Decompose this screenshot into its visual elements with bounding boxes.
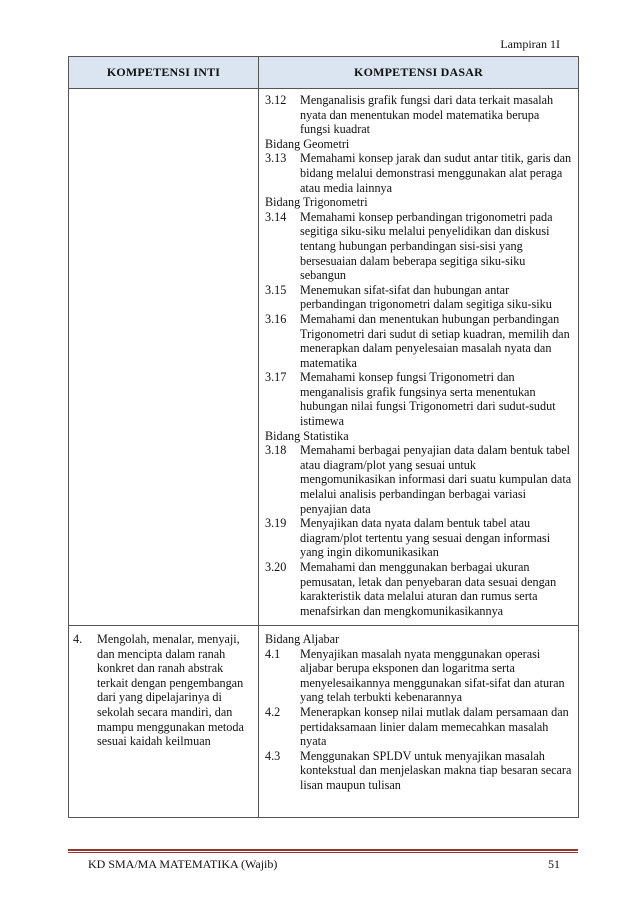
kd-number: 4.3 [265,748,281,763]
kd-text: Menyajikan data nyata dalam bentuk tabel atau diagram/plot tertentu yang sesuai dengan informasi yang ingin dikomunikasikan [300,516,551,560]
kd-item [265,312,572,370]
footer-divider-thin [68,852,578,853]
kd-number: 4.1 [265,646,281,661]
kd-item [265,705,572,749]
kd-text: Menggunakan SPLDV untuk menyajikan masalah kontekstual dan menjelaskan makna tiap besaran secara lisan maupun tulisan [300,748,572,792]
kd-text: Memahami konsep fungsi Trigonometri dan menganalisis grafik fungsinya serta menentukan hubungan nilai fungsi Trigonometri dari sudut-sudut istimewa [300,370,556,429]
kd-number: 3.14 [265,209,287,224]
table-header-row [69,57,579,89]
kd-item [265,560,572,618]
kd-number: 3.13 [265,151,287,166]
table-row [69,626,579,818]
ki-item [73,632,254,749]
kd-text: Menemukan sifat-sifat dan hubungan antar perbandingan trigonometri dalam segitiga siku-siku [300,282,552,312]
column-header-ki: KOMPETENSI INTI [69,57,259,89]
kd-text: Memahami dan menggunakan berbagai ukuran pemusatan, letak dan penyebaran data sesuai dengan karakteristik data melalui aturan dan rumus serta menafsirkan dan mengkomunikasikannya [300,560,557,618]
kd-cell [259,89,579,626]
kd-number: 3.18 [265,443,287,458]
kd-number: 3.17 [265,370,287,385]
footer-divider [68,849,578,851]
kd-item [265,283,572,312]
kd-item [265,93,572,137]
ki-text: Mengolah, menalar, menyaji, dan mencipta dalam ranah konkret dan ranah abstrak terkait dengan pengembangan dari yang dipelajarinya di sekolah secara mandiri, dan mampu menggunakan metoda sesuai kaidah keilmuan [97,632,244,749]
kd-item [265,647,572,705]
page-number: 51 [548,857,560,871]
column-header-kd: KOMPETENSI DASAR [259,57,579,89]
kd-text: Memahami konsep perbandingan trigonometri pada segitiga siku-siku melalui penyelidikan dan diskusi tentang hubungan perbandingan sisi-sisi yang bersesuaian dalam beberapa segitiga siku-siku sebangun [300,209,553,283]
kd-text: Menyajikan masalah nyata menggunakan operasi aljabar berupa eksponen dan logaritma serta menyelesaikannya menggunakan sifat-sifat dan aturan yang telah terbukti kebenarannya [300,646,565,705]
ki-cell [69,626,259,818]
ki-number: 4. [73,632,83,646]
kd-text: Memahami konsep jarak dan sudut antar titik, garis dan bidang melalui demonstrasi menggunakan alat peraga atau media lainnya [300,151,572,195]
kd-item [265,443,572,516]
kd-cell [259,626,579,818]
kd-number: 3.19 [265,516,287,531]
kd-number: 3.20 [265,560,287,574]
subject-area-heading: Bidang Statistika [265,428,349,443]
subject-area-heading: Bidang Geometri [265,136,350,151]
kd-item [265,516,572,560]
ki-cell-empty [69,89,259,626]
kd-text: Menganalisis grafik fungsi dari data terkait masalah nyata dan menentukan model matematika berupa fungsi kuadrat [300,93,554,137]
kd-item [265,151,572,195]
kd-number: 3.15 [265,282,287,297]
kd-number: 4.2 [265,704,281,719]
kd-text: Memahami dan menentukan hubungan perbandingan Trigonometri dari sudut di setiap kuadran, memilih dan menerapkan dalam penyelesaian masalah nyata dan matematika [300,311,570,370]
kd-item [265,370,572,428]
kd-text: Memahami berbagai penyajian data dalam bentuk tabel atau diagram/plot yang sesuai untuk mengomunikasikan informasi dari suatu kumpulan data melalui analisis perbandingan berbagai variasi penyajian data [300,443,572,516]
kd-text: Menerapkan konsep nilai mutlak dalam persamaan dan pertidaksamaan linier dalam memecahkan masalah nyata [300,704,569,749]
kd-number: 3.16 [265,311,287,326]
subject-area-heading: Bidang Aljabar [265,632,340,646]
kd-list [259,626,578,797]
appendix-label: Lampiran 1I [500,37,560,51]
footer-document-title: KD SMA/MA MATEMATIKA (Wajib) [88,857,278,871]
kd-item [265,749,572,793]
subject-area-heading: Bidang Trigonometri [265,195,368,210]
kd-number: 3.12 [265,93,287,107]
kd-item [265,210,572,283]
table-row [69,89,579,626]
competency-table [68,56,579,818]
kd-list [259,89,578,622]
